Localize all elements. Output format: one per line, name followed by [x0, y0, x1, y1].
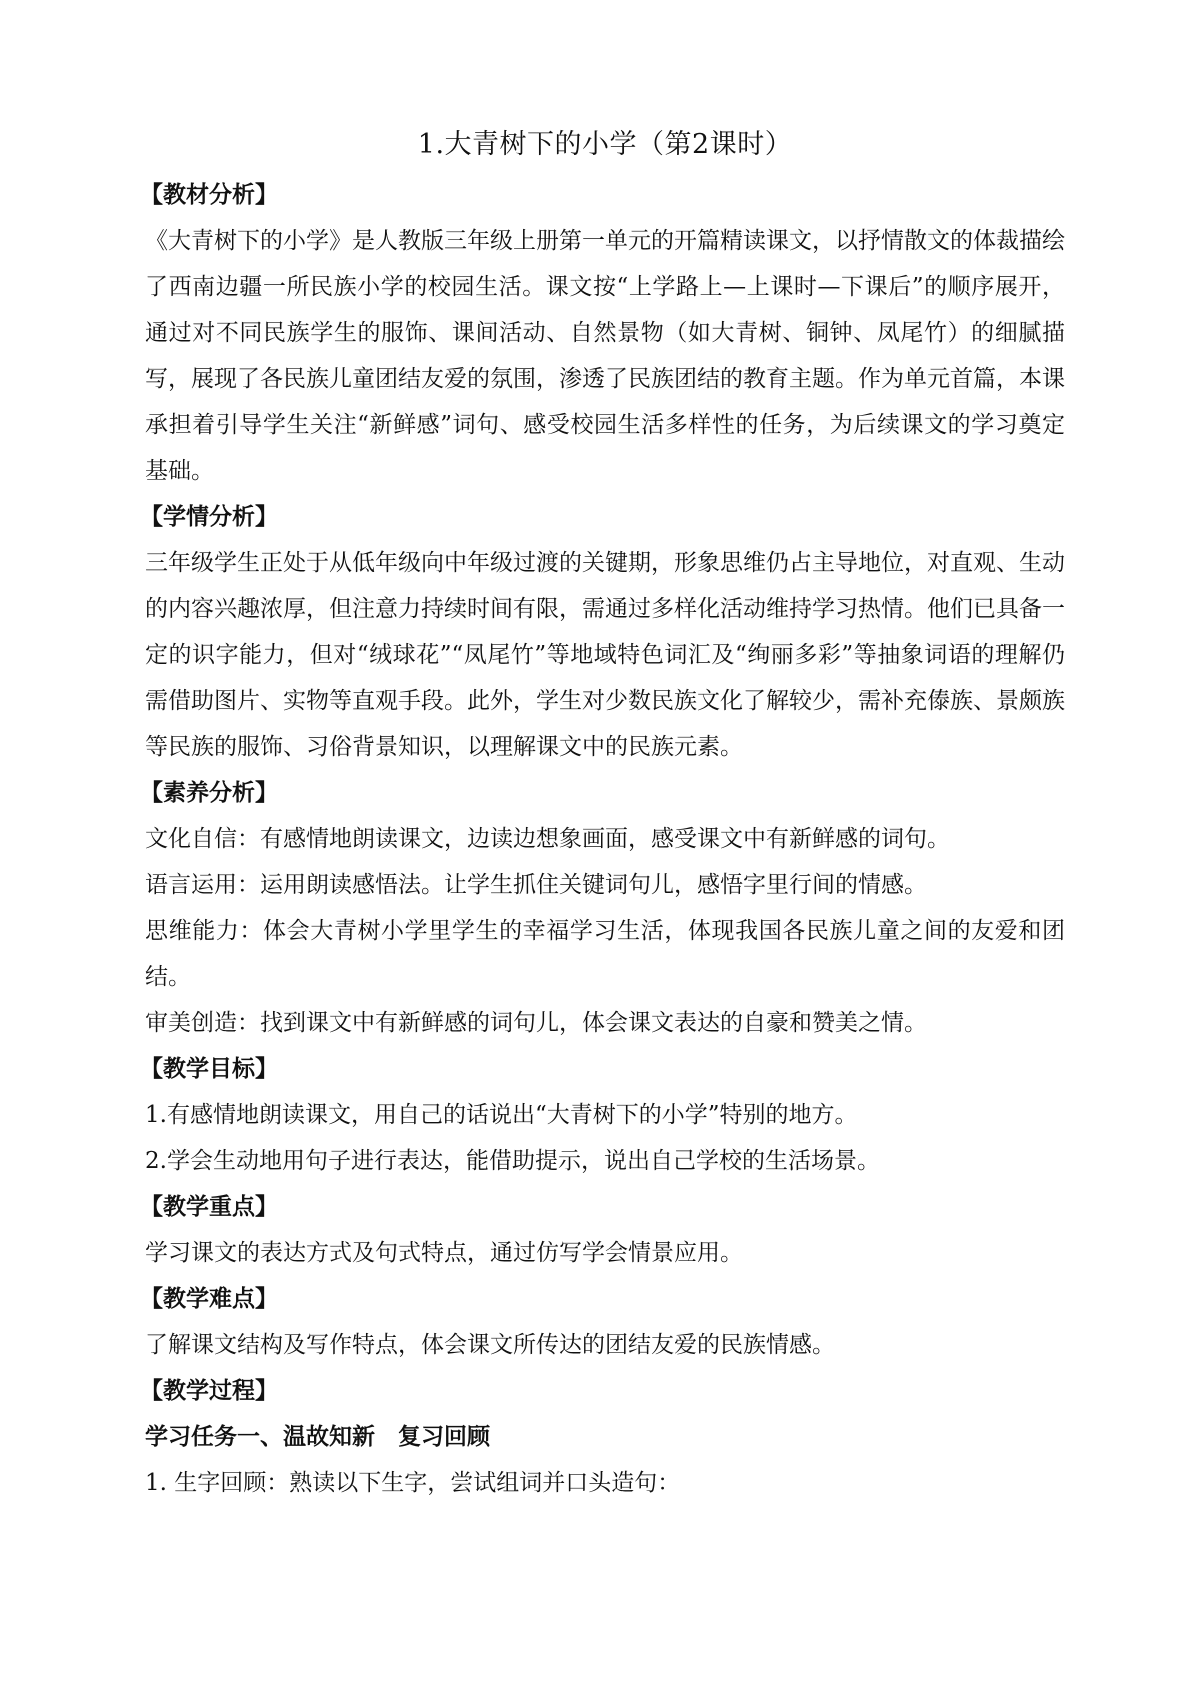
literacy-item-thinking: 思维能力：体会大青树小学里学生的幸福学习生活，体现我国各民族儿童之间的友爱和团结。: [145, 918, 1065, 990]
task1-heading: 学习任务一、温故知新 复习回顾: [145, 1423, 490, 1450]
literacy-item-aesthetic: 审美创造：找到课文中有新鲜感的词句儿，体会课文表达的自豪和赞美之情。: [145, 1010, 927, 1036]
literacy-item-language: 语言运用：运用朗读感悟法。让学生抓住关键词句儿，感悟字里行间的情感。: [145, 872, 927, 898]
document-page: [140, 118, 1065, 1506]
teaching-goal-1: 1.有感情地朗读课文，用自己的话说出“大青树下的小学”特别的地方。: [145, 1102, 858, 1128]
material-analysis-text: 《大青树下的小学》是人教版三年级上册第一单元的开篇精读课文，以抒情散文的体裁描绘了西南边疆一所民族小学的校园生活。课文按“上学路上—上课时—下课后”的顺序展开，通过对不同民族学生的服饰、课间活动、自然景物（如大青树、铜钟、凤尾竹）的细腻描写，展现了各民族儿童团结友爱的氛围，渗透了民族团结的教育主题。作为单元首篇，本课承担着引导学生关注“新鲜感”词句、感受校园生活多样性的任务，为后续课文的学习奠定基础。: [145, 228, 1065, 484]
difficult-points-text: 了解课文结构及写作特点，体会课文所传达的团结友爱的民族情感。: [145, 1332, 835, 1358]
literacy-item-culture: 文化自信：有感情地朗读课文，边读边想象画面，感受课文中有新鲜感的词句。: [145, 826, 950, 852]
task1-item-1: 1. 生字回顾：熟读以下生字，尝试组词并口头造句：: [145, 1470, 681, 1496]
teaching-goal-2: 2.学会生动地用句子进行表达，能借助提示，说出自己学校的生活场景。: [145, 1148, 880, 1174]
heading-teaching-goals: 【教学目标】: [140, 1055, 278, 1082]
heading-key-points: 【教学重点】: [140, 1193, 278, 1220]
heading-literacy-analysis: 【素养分析】: [140, 779, 278, 806]
heading-student-analysis: 【学情分析】: [140, 503, 278, 530]
student-analysis-text: 三年级学生正处于从低年级向中年级过渡的关键期，形象思维仍占主导地位，对直观、生动的内容兴趣浓厚，但注意力持续时间有限，需通过多样化活动维持学习热情。他们已具备一定的识字能力，但对“绒球花”“凤尾竹”等地域特色词汇及“绚丽多彩”等抽象词语的理解仍需借助图片、实物等直观手段。此外，学生对少数民族文化了解较少，需补充傣族、景颇族等民族的服饰、习俗背景知识，以理解课文中的民族元素。: [145, 550, 1065, 760]
document-title: 1.大青树下的小学（第2课时）: [417, 129, 793, 160]
heading-material-analysis: 【教材分析】: [140, 181, 278, 208]
heading-teaching-process: 【教学过程】: [140, 1377, 278, 1404]
key-points-text: 学习课文的表达方式及句式特点，通过仿写学会情景应用。: [145, 1240, 743, 1266]
heading-difficult-points: 【教学难点】: [140, 1285, 278, 1312]
